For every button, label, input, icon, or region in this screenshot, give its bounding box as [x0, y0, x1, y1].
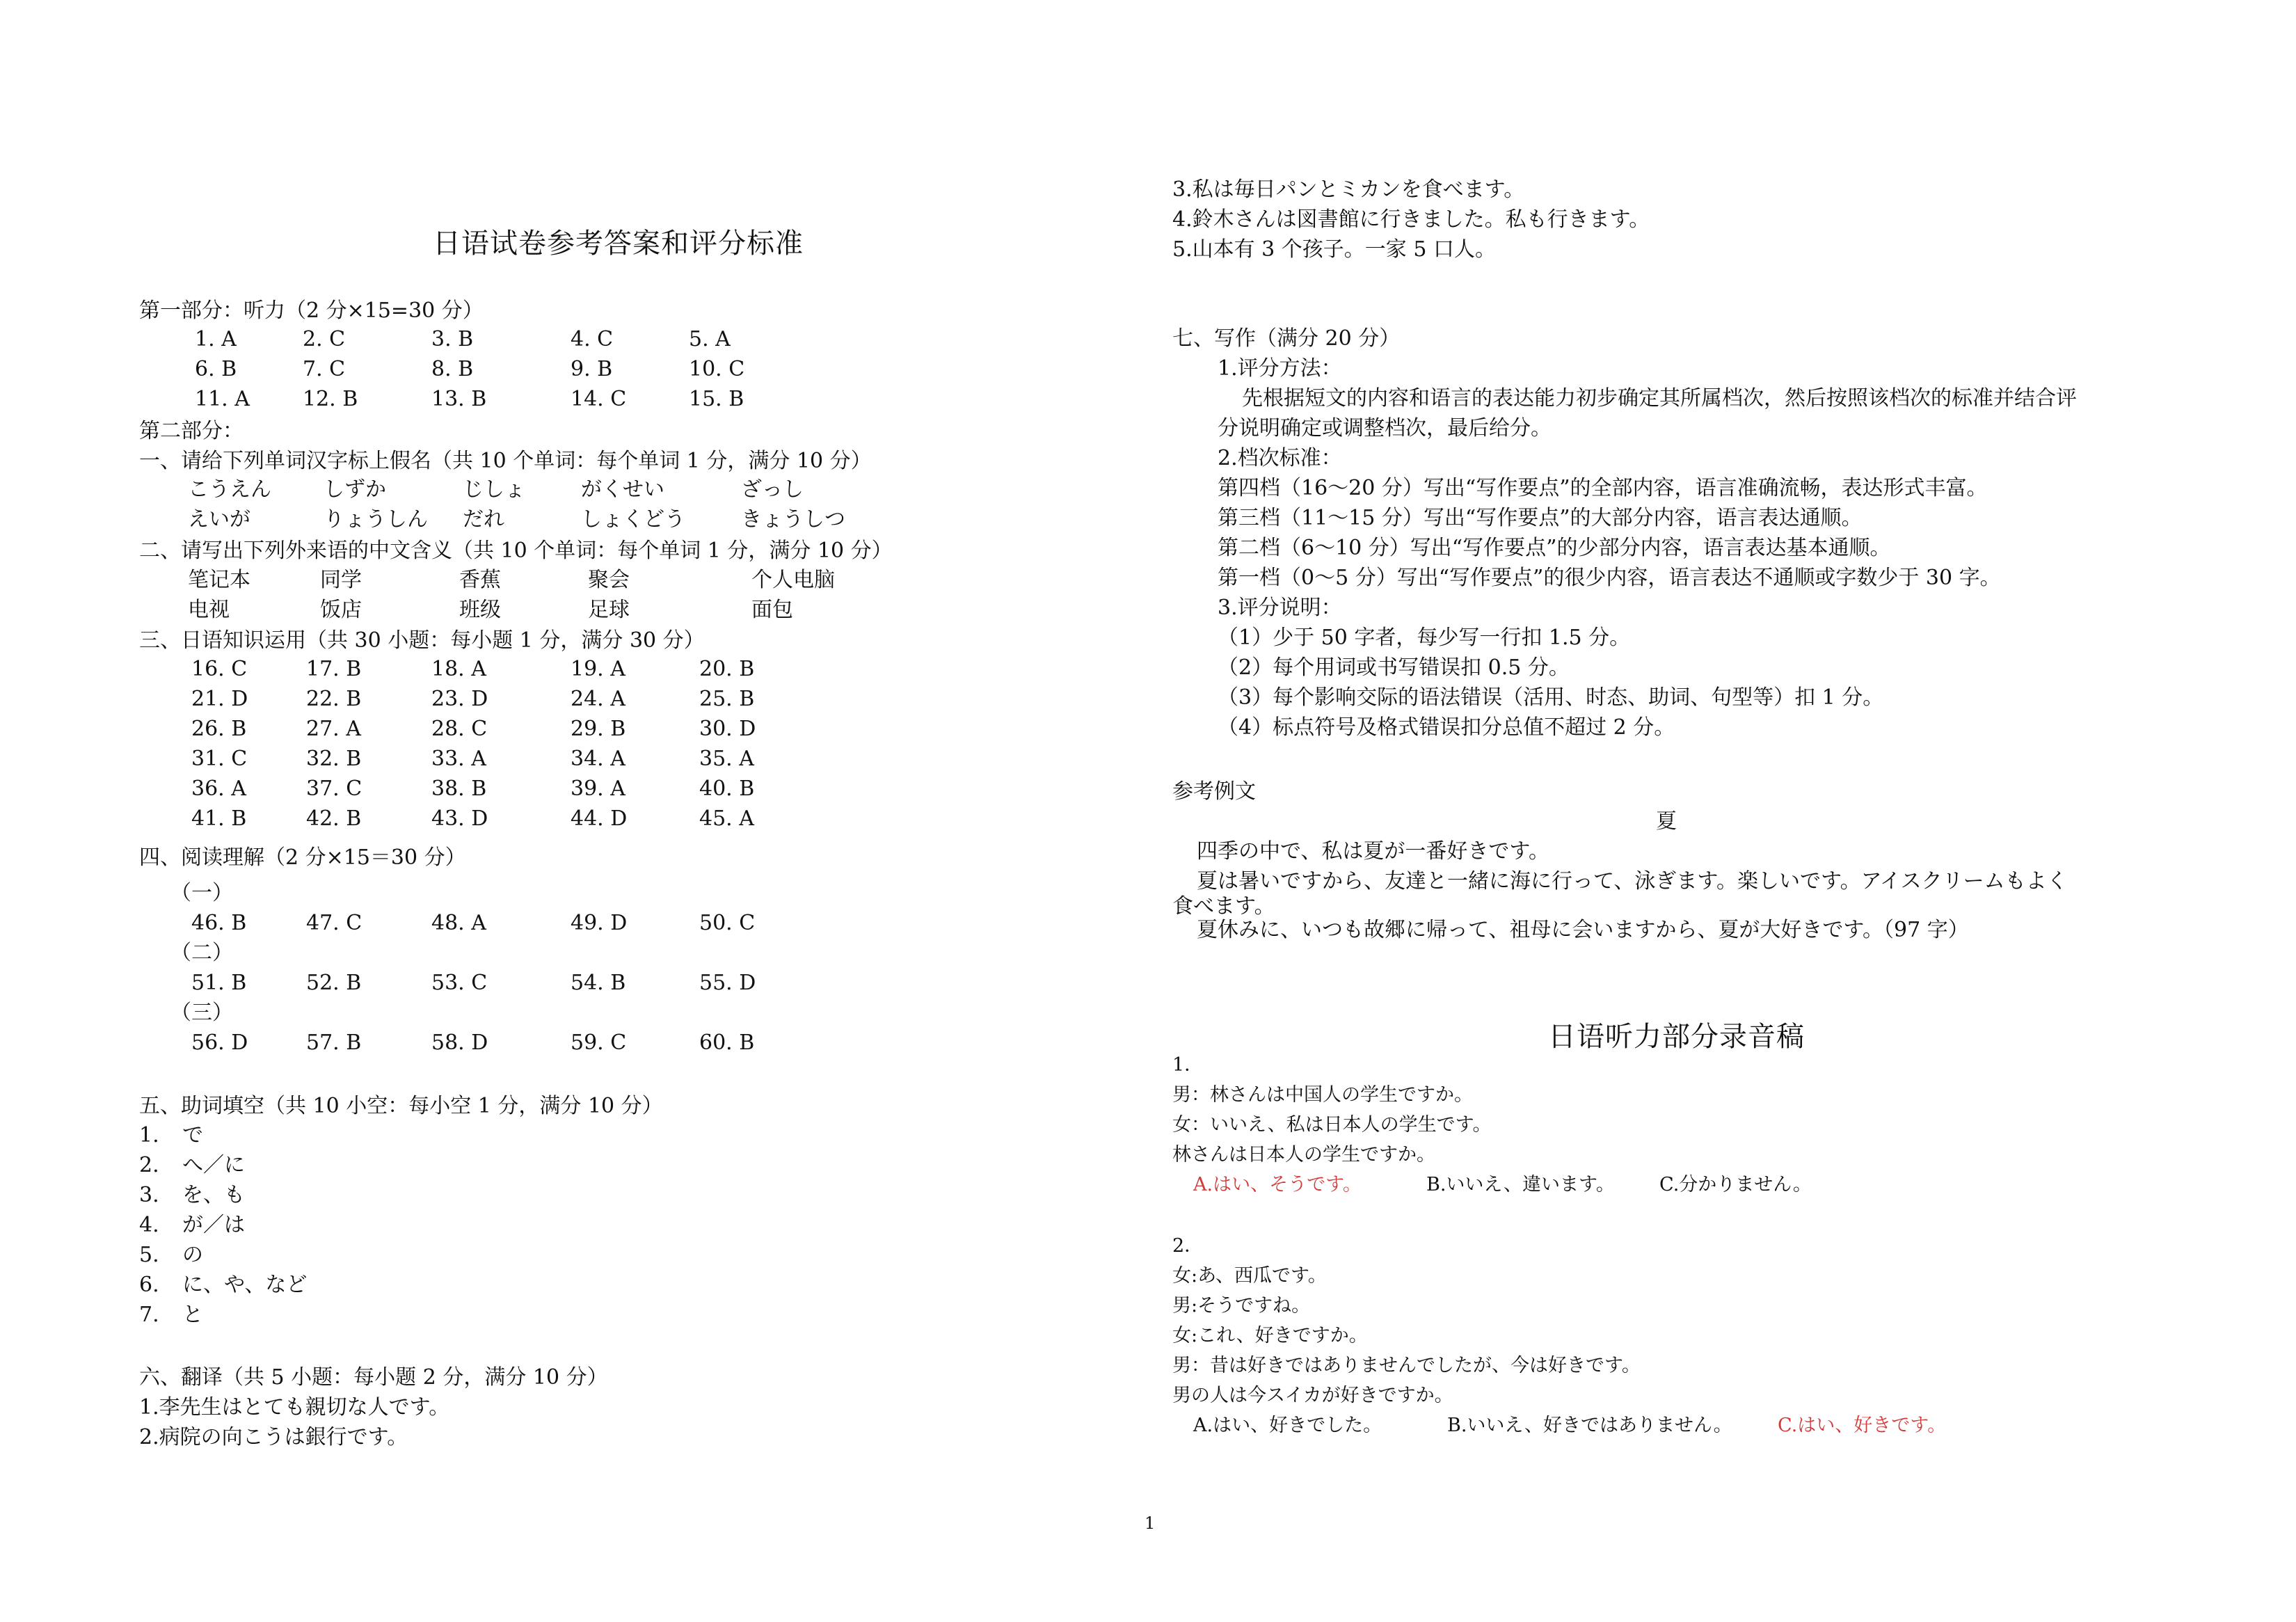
q1-line-2: 女：いいえ、私は日本人の学生です。	[1172, 1114, 1492, 1136]
answer-cell: 7. C	[303, 357, 346, 381]
q1-label: 1．	[1172, 1054, 1204, 1076]
sec1-heading: 一、请给下列单词汉字标上假名（共 10 个单词：每个单词 1 分，满分 10 分）	[139, 449, 872, 473]
answer-cell: 45. A	[699, 806, 754, 831]
note-1: （1）少于 50 字者，每少写一行扣 1.5 分。	[1218, 626, 1631, 650]
answer-cell: 41. B	[191, 806, 247, 831]
meaning-cell: 足球	[588, 598, 630, 622]
particle-item	[139, 1240, 307, 1270]
q2-label: 2．	[1172, 1235, 1204, 1257]
meaning-cell: 电视	[188, 598, 230, 622]
note-3: （3）每个影响交际的语法错误（活用、时态、助词、句型等）扣 1 分。	[1218, 685, 1884, 710]
q1-option-a: A.はい、そうです。	[1193, 1174, 1362, 1195]
sec2-heading: 二、请写出下列外来语的中文含义（共 10 个单词：每个单词 1 分，满分 10 分）	[139, 539, 893, 563]
particle-item	[139, 1210, 307, 1240]
answer-cell: 52. B	[306, 971, 362, 995]
particle-answer: を、も	[182, 1183, 245, 1207]
answer-cell: 56. D	[191, 1031, 248, 1055]
trans-item-4: 4.鈴木さんは図書館に行きました。私も行きます。	[1172, 207, 1650, 232]
sec7-heading: 七、写作（满分 20 分）	[1172, 326, 1401, 351]
answer-cell: 34. A	[571, 747, 625, 771]
group-label: （二）	[170, 941, 233, 965]
sample-title: 夏	[1656, 809, 1677, 834]
meaning-cell: 同学	[320, 568, 362, 592]
q2-line-5: 男の人は今スイカが好きですか。	[1172, 1385, 1453, 1406]
answer-cell: 36. A	[191, 777, 246, 801]
particle-item	[139, 1300, 307, 1330]
part1-answer-grid	[195, 324, 793, 414]
answer-cell: 3. B	[431, 327, 474, 351]
notes-heading: 3.评分说明：	[1218, 596, 1342, 620]
answer-cell: 23. D	[431, 687, 488, 711]
method-text-1: 先根据短文的内容和语言的表达能力初步确定其所属档次，然后按照该档次的标准并结合评	[1242, 386, 2077, 411]
q2-option-b: B.いいえ、好きではありません。	[1447, 1415, 1732, 1436]
kana-cell: えいが	[188, 507, 250, 532]
sample-line-2: 夏は暑いですから、友達と一緒に海に行って、泳ぎます。楽しいです。アイスクリームもよく	[1197, 869, 2068, 893]
meaning-cell: 饭店	[320, 598, 362, 622]
q1-line-3: 林さんは日本人の学生ですか。	[1172, 1144, 1435, 1166]
level-4: 第四档（16～20 分）写出“写作要点”的全部内容，语言准确流畅，表达形式丰富。	[1218, 476, 1988, 500]
sec3-answer-grid	[191, 654, 804, 834]
kana-cell: こうえん	[188, 477, 271, 502]
answer-cell: 44. D	[571, 806, 628, 831]
kana-cell: きょうしつ	[741, 507, 845, 532]
answer-cell: 12. B	[303, 387, 358, 411]
meaning-cell: 聚会	[588, 568, 630, 592]
particle-number: 2.	[139, 1153, 159, 1177]
particle-number: 7.	[139, 1303, 159, 1327]
kana-cell: ざっし	[741, 477, 804, 502]
answer-cell: 9. B	[571, 357, 613, 381]
meaning-cell: 面包	[751, 598, 793, 622]
answer-cell: 11. A	[195, 387, 250, 411]
answer-cell: 35. A	[699, 747, 754, 771]
answer-cell: 16. C	[191, 657, 248, 681]
answer-cell: 14. C	[571, 387, 627, 411]
answer-cell: 38. B	[431, 777, 487, 801]
answer-cell: 20. B	[699, 657, 755, 681]
answer-cell: 4. C	[571, 327, 614, 351]
sample-line-1: 四季の中で、私は夏が一番好きです。	[1197, 839, 1549, 864]
group-label: （三）	[170, 1001, 233, 1025]
particle-number: 6.	[139, 1273, 159, 1297]
meaning-cell: 个人电脑	[751, 568, 835, 592]
answer-cell: 42. B	[306, 806, 362, 831]
answer-cell: 29. B	[571, 717, 626, 741]
answer-cell: 49. D	[571, 911, 628, 935]
answer-cell: 32. B	[306, 747, 362, 771]
sec6-heading: 六、翻译（共 5 小题：每小题 2 分，满分 10 分）	[139, 1365, 608, 1390]
part1-heading: 第一部分：听力（2 分×15=30 分）	[139, 299, 484, 323]
particle-number: 1.	[139, 1123, 159, 1147]
sample-heading: 参考例文	[1172, 779, 1256, 804]
answer-cell: 48. A	[431, 911, 486, 935]
answer-cell: 5. A	[689, 327, 731, 351]
meaning-cell: 班级	[459, 598, 501, 622]
answer-cell: 30. D	[699, 717, 756, 741]
q2-option-c: C.はい、好きです。	[1778, 1415, 1947, 1436]
q2-line-2: 男:そうですね。	[1172, 1295, 1311, 1317]
q2-line-3: 女:これ、好きですか。	[1172, 1325, 1368, 1346]
answer-cell: 50. C	[699, 911, 756, 935]
answer-cell: 33. A	[431, 747, 486, 771]
answer-cell: 40. B	[699, 777, 755, 801]
answer-cell: 13. B	[431, 387, 487, 411]
particle-answer: が／は	[182, 1213, 245, 1237]
document-title: 日语试卷参考答案和评分标准	[433, 228, 804, 260]
sample-line-4: 夏休みに、いつも故郷に帰って、祖母に会いますから、夏が大好きです。（97 字）	[1197, 918, 1969, 942]
level-2: 第二档（6～10 分）写出“写作要点”的少部分内容，语言表达基本通顺。	[1218, 536, 1891, 560]
method-heading: 1.评分方法：	[1218, 356, 1342, 381]
kana-cell: しょくどう	[581, 507, 685, 532]
answer-cell: 57. B	[306, 1031, 362, 1055]
note-2: （2）每个用词或书写错误扣 0.5 分。	[1218, 655, 1570, 680]
kana-cell: じしょ	[463, 477, 525, 502]
note-4: （4）标点符号及格式错误扣分总值不超过 2 分。	[1218, 715, 1675, 740]
sec4-groups	[170, 878, 804, 1058]
meaning-cell: 笔记本	[188, 568, 250, 592]
sec2-meaning-grid	[188, 565, 891, 625]
answer-cell: 39. A	[571, 777, 625, 801]
kana-cell: りょうしん	[324, 507, 428, 532]
particle-answer: へ／に	[182, 1153, 245, 1177]
answer-cell: 8. B	[431, 357, 474, 381]
sec4-heading: 四、阅读理解（2 分×15＝30 分）	[139, 845, 466, 870]
q1-option-c: C.分かりません。	[1659, 1174, 1812, 1195]
q2-line-1: 女:あ、西瓜です。	[1172, 1265, 1327, 1287]
sec1-kana-grid	[188, 475, 880, 534]
sample-line-3: 食べます。	[1172, 894, 1275, 919]
particle-answer: に、や、など	[182, 1273, 308, 1297]
particle-answer: で	[182, 1123, 203, 1147]
trans-item-5: 5.山本有 3 个孩子。一家 5 口人。	[1172, 237, 1496, 262]
answer-cell: 60. B	[699, 1031, 755, 1055]
answer-cell: 31. C	[191, 747, 248, 771]
meaning-cell: 香蕉	[459, 568, 501, 592]
particle-item	[139, 1150, 307, 1180]
answer-cell: 15. B	[689, 387, 744, 411]
answer-cell: 58. D	[431, 1031, 488, 1055]
answer-cell: 17. B	[306, 657, 362, 681]
group-label: （一）	[170, 881, 233, 905]
particle-answer: の	[182, 1243, 203, 1267]
answer-cell: 59. C	[571, 1031, 627, 1055]
answer-cell: 10. C	[689, 357, 745, 381]
answer-cell: 54. B	[571, 971, 626, 995]
q1-option-b: B.いいえ、違います。	[1426, 1174, 1615, 1195]
sec3-heading: 三、日语知识运用（共 30 小题：每小题 1 分，满分 30 分）	[139, 628, 705, 653]
answer-cell: 47. C	[306, 911, 362, 935]
q2-option-a: A.はい、好きでした。	[1193, 1415, 1382, 1436]
sec5-list	[139, 1120, 307, 1330]
answer-cell: 53. C	[431, 971, 488, 995]
kana-cell: しずか	[324, 477, 386, 502]
answer-cell: 19. A	[571, 657, 625, 681]
group-answers	[191, 968, 804, 998]
sec5-heading: 五、助词填空（共 10 小空：每小空 1 分，满分 10 分）	[139, 1094, 663, 1118]
answer-cell: 55. D	[699, 971, 756, 995]
answer-cell: 1. A	[195, 327, 237, 351]
particle-item	[139, 1120, 307, 1150]
particle-number: 3.	[139, 1183, 159, 1207]
page-number: 1	[1145, 1513, 1156, 1533]
trans-item-3: 3.私は毎日パンとミカンを食べます。	[1172, 177, 1525, 202]
level-1: 第一档（0～5 分）写出“写作要点”的很少内容，语言表达不通顺或字数少于 30 字。	[1218, 566, 2001, 590]
answer-cell: 46. B	[191, 911, 247, 935]
group-answers	[191, 1028, 804, 1058]
kana-cell: だれ	[463, 507, 504, 532]
kana-cell: がくせい	[581, 477, 664, 502]
sec6-item-2: 2.病院の向こうは銀行です。	[139, 1425, 408, 1449]
particle-number: 4.	[139, 1213, 159, 1237]
script-title: 日语听力部分录音稿	[1548, 1021, 1805, 1053]
level-3: 第三档（11～15 分）写出“写作要点”的大部分内容，语言表达通顺。	[1218, 506, 1863, 530]
answer-cell: 24. A	[571, 687, 625, 711]
answer-cell: 43. D	[431, 806, 488, 831]
answer-cell: 2. C	[303, 327, 346, 351]
answer-cell: 51. B	[191, 971, 247, 995]
answer-cell: 6. B	[195, 357, 237, 381]
particle-item	[139, 1270, 307, 1300]
answer-cell: 37. C	[306, 777, 362, 801]
q2-line-4: 男：昔は好きではありませんでしたが、今は好きです。	[1172, 1355, 1641, 1376]
answer-cell: 27. A	[306, 717, 361, 741]
answer-cell: 18. A	[431, 657, 486, 681]
answer-cell: 25. B	[699, 687, 755, 711]
particle-item	[139, 1180, 307, 1210]
particle-answer: と	[182, 1303, 203, 1327]
levels-heading: 2.档次标准：	[1218, 446, 1342, 470]
sec6-item-1: 1.李先生はとても親切な人です。	[139, 1395, 450, 1420]
q1-line-1: 男：林さんは中国人の学生ですか。	[1172, 1084, 1473, 1106]
part2-heading: 第二部分：	[139, 419, 244, 443]
particle-number: 5.	[139, 1243, 159, 1267]
answer-cell: 26. B	[191, 717, 247, 741]
answer-cell: 22. B	[306, 687, 362, 711]
answer-cell: 21. D	[191, 687, 248, 711]
answer-cell: 28. C	[431, 717, 488, 741]
method-text-2: 分说明确定或调整档次，最后给分。	[1218, 416, 1552, 440]
group-answers	[191, 908, 804, 938]
